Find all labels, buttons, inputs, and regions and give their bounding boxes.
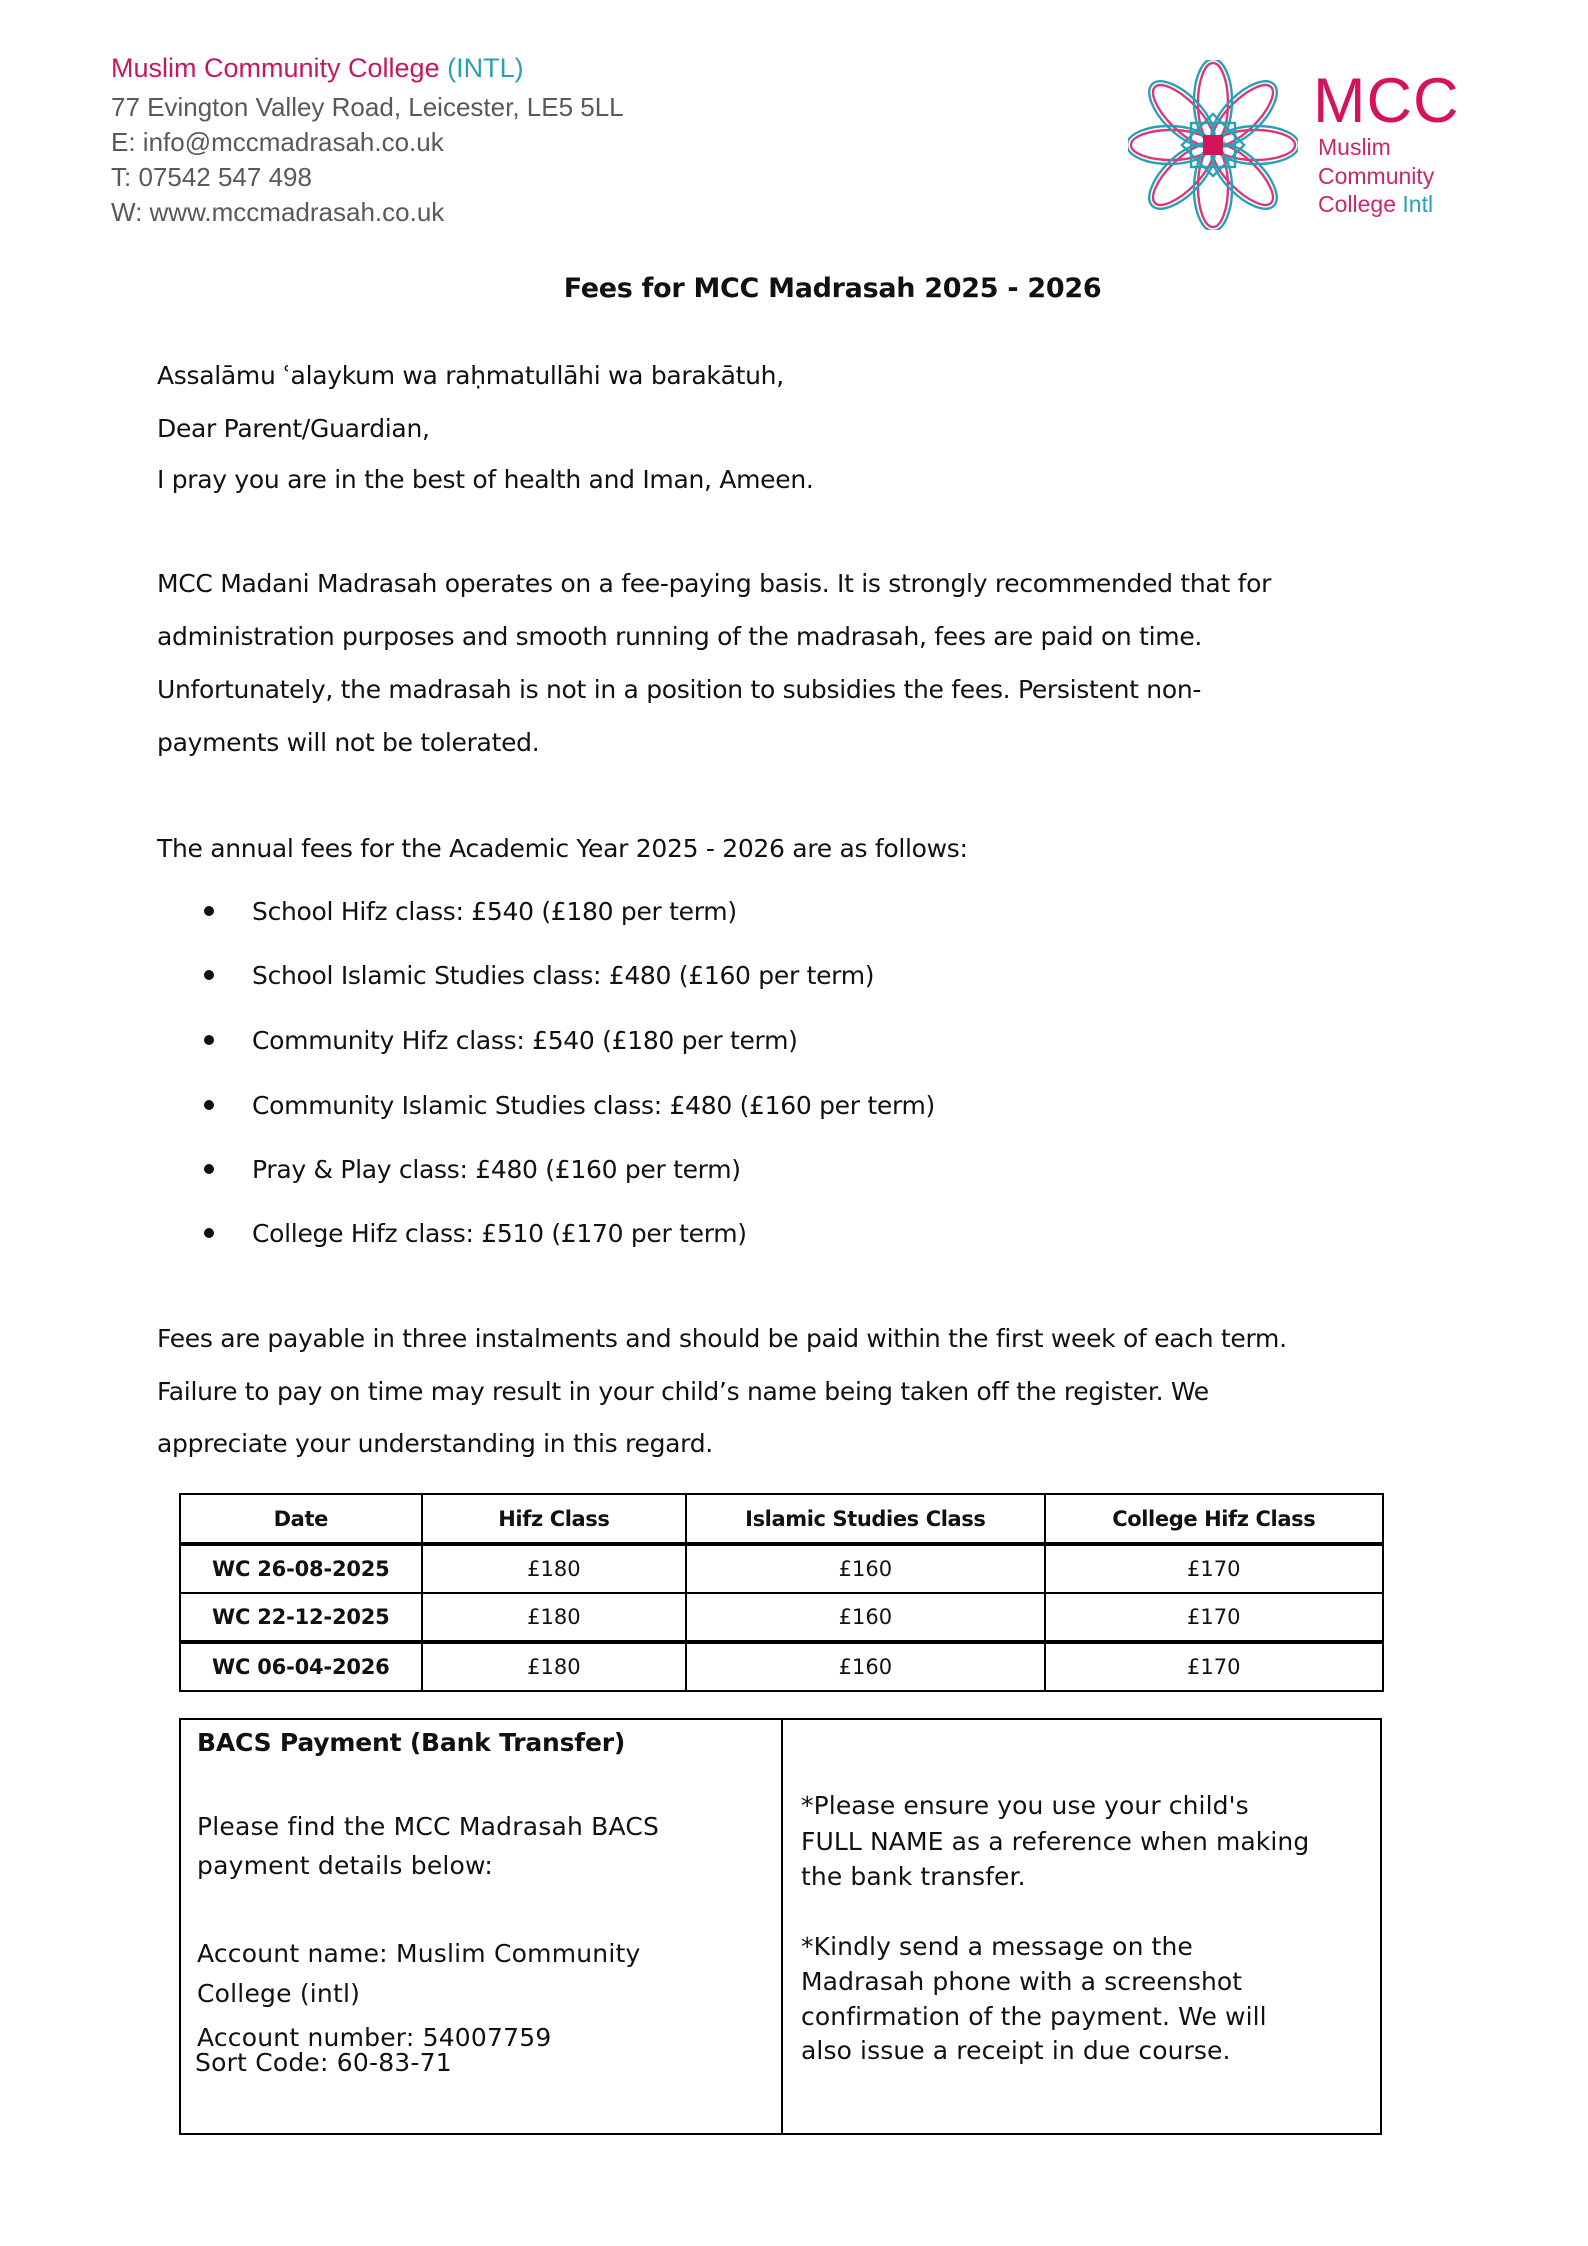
org-website: W: www.mccmadrasah.co.uk [111, 197, 445, 227]
greeting-dear: Dear Parent/Guardian, [157, 414, 430, 443]
logo-line-muslim: Muslim [1318, 134, 1391, 160]
note-confirmation-line: also issue a receipt in due course. [801, 2036, 1231, 2065]
org-email: E: info@mccmadrasah.co.uk [111, 127, 444, 157]
bullet-icon [204, 1100, 214, 1110]
payment-line: Fees are payable in three instalments and should be paid within the first week of each term. [157, 1324, 1287, 1353]
note-reference-line: the bank transfer. [801, 1862, 1026, 1891]
intro-line: payments will not be tolerated. [157, 728, 540, 757]
cell-college-hifz: £170 [1045, 1544, 1383, 1593]
org-phone: T: 07542 547 498 [111, 162, 312, 192]
fee-list-item: College Hifz class: £510 (£170 per term) [252, 1219, 747, 1248]
intro-line: Unfortunately, the madrasah is not in a position to subsidies the fees. Persistent non- [157, 675, 1202, 704]
org-address: 77 Evington Valley Road, Leicester, LE5 5LL [111, 92, 624, 122]
bullet-icon [204, 1164, 214, 1174]
mcc-star-logo-icon [1128, 60, 1298, 230]
cell-college-hifz: £170 [1045, 1642, 1383, 1691]
intro-line: administration purposes and smooth running of the madrasah, fees are paid on time. [157, 622, 1203, 651]
logo-line-community: Community [1318, 163, 1435, 189]
fee-list-item: School Hifz class: £540 (£180 per term) [252, 897, 737, 926]
header-college-hifz: College Hifz Class [1045, 1494, 1383, 1544]
bullet-icon [204, 970, 214, 980]
logo-line-college-main: College [1318, 191, 1396, 217]
fee-list-item: Pray & Play class: £480 (£160 per term) [252, 1155, 741, 1184]
account-number: Account number: 54007759 [197, 2023, 552, 2052]
bacs-intro-line: Please find the MCC Madrasah BACS [197, 1812, 660, 1841]
account-name-line: College (intl) [197, 1979, 361, 2008]
bacs-payment-box [179, 1718, 1382, 2135]
note-confirmation-line: *Kindly send a message on the [801, 1932, 1193, 1961]
header-islamic-studies: Islamic Studies Class [686, 1494, 1044, 1544]
note-confirmation-line: confirmation of the payment. We will [801, 2002, 1267, 2031]
table-header-row [180, 1494, 1383, 1544]
logo-line-intl: Intl [1402, 191, 1434, 217]
cell-islamic-studies: £160 [686, 1642, 1044, 1691]
bacs-title: BACS Payment (Bank Transfer) [197, 1728, 626, 1757]
logo-line-college [1318, 190, 1433, 218]
fee-schedule-table [179, 1493, 1384, 1692]
table-row [180, 1593, 1383, 1642]
table-row [180, 1544, 1383, 1593]
cell-islamic-studies: £160 [686, 1544, 1044, 1593]
note-confirmation-line: Madrasah phone with a screenshot [801, 1967, 1243, 1996]
bacs-column-divider [781, 1720, 783, 2133]
header-hifz: Hifz Class [422, 1494, 687, 1544]
intro-line: MCC Madani Madrasah operates on a fee-paying basis. It is strongly recommended that for [157, 569, 1272, 598]
note-reference-line: FULL NAME as a reference when making [801, 1827, 1310, 1856]
fee-list-item: Community Islamic Studies class: £480 (£160 per term) [252, 1091, 936, 1120]
org-name-main: Muslim Community College [111, 53, 440, 83]
fee-list-item: School Islamic Studies class: £480 (£160 per term) [252, 961, 875, 990]
cell-hifz: £180 [422, 1544, 687, 1593]
header-date: Date [180, 1494, 422, 1544]
bullet-icon [204, 906, 214, 916]
bullet-icon [204, 1228, 214, 1238]
payment-line: appreciate your understanding in this regard. [157, 1429, 713, 1458]
document-title: Fees for MCC Madrasah 2025 - 2026 [563, 273, 1102, 304]
cell-date: WC 26-08-2025 [180, 1544, 422, 1593]
org-name [111, 51, 524, 86]
greeting-pray: I pray you are in the best of health and Iman, Ameen. [157, 465, 814, 494]
cell-date: WC 06-04-2026 [180, 1642, 422, 1691]
cell-date: WC 22-12-2025 [180, 1593, 422, 1642]
sort-code: Sort Code: 60-83-71 [195, 2048, 452, 2077]
cell-islamic-studies: £160 [686, 1593, 1044, 1642]
note-reference-line: *Please ensure you use your child's [801, 1791, 1249, 1820]
greeting-salaam: Assalāmu ʿalaykum wa raḥmatullāhi wa barakātuh, [157, 361, 784, 390]
bacs-intro-line: payment details below: [197, 1851, 493, 1880]
table-row [180, 1642, 1383, 1691]
bullet-icon [204, 1035, 214, 1045]
cell-college-hifz: £170 [1045, 1593, 1383, 1642]
account-name-line: Account name: Muslim Community [197, 1939, 641, 1968]
org-name-suffix: (INTL) [447, 53, 524, 83]
logo-center-square [1203, 135, 1223, 155]
cell-hifz: £180 [422, 1642, 687, 1691]
cell-hifz: £180 [422, 1593, 687, 1642]
fees-intro: The annual fees for the Academic Year 2025 - 2026 are as follows: [157, 834, 968, 863]
payment-line: Failure to pay on time may result in your child’s name being taken off the register. We [157, 1377, 1209, 1406]
logo-acronym: MCC [1313, 66, 1460, 136]
fee-list-item: Community Hifz class: £540 (£180 per term) [252, 1026, 798, 1055]
